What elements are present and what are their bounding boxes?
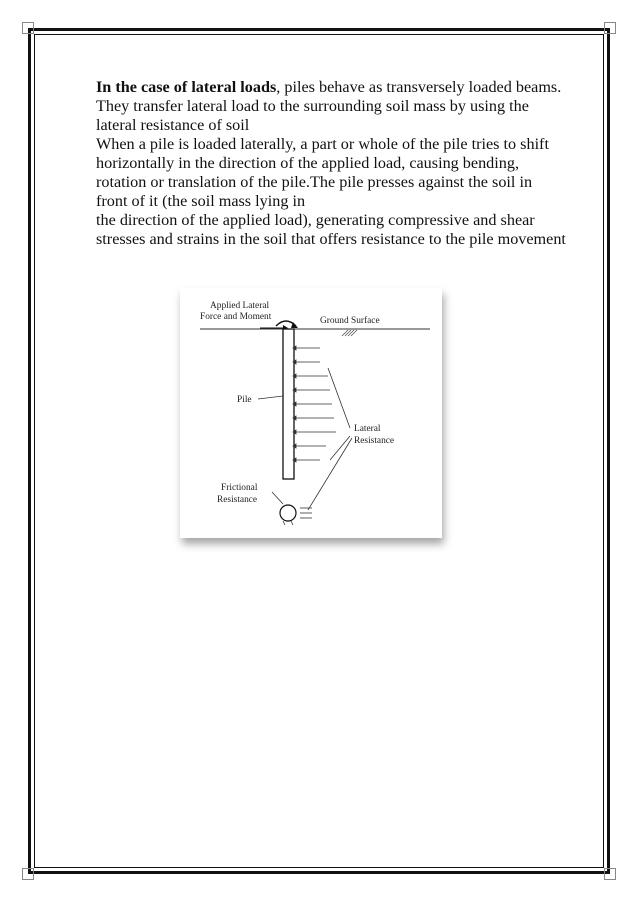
pile-base-section-icon	[280, 505, 296, 521]
pile-diagram	[180, 288, 442, 538]
lead-phrase: In the case of lateral loads	[96, 78, 277, 96]
border-corner-top-right	[604, 22, 616, 34]
paragraph-stresses: the direction of the applied load), generating compressive and shear stresses and strains in the soil that offers resistance to the pile movement	[96, 211, 566, 248]
lateral-label-line1: Lateral	[354, 424, 381, 434]
pile-leader-line	[258, 396, 283, 399]
ground-hatch	[342, 330, 357, 336]
lateral-resistance-arrows	[293, 346, 336, 462]
applied-label-line1: Applied Lateral	[210, 301, 270, 311]
body-text	[96, 78, 566, 249]
pile-label: Pile	[237, 395, 252, 405]
border-corner-bottom-right	[604, 868, 616, 880]
applied-label-line2: Force and Moment	[200, 312, 272, 322]
border-corner-bottom-left	[22, 868, 34, 880]
frictional-label-line2: Resistance	[217, 495, 258, 505]
paragraph-lateral-loads	[96, 78, 566, 135]
ground-surface-label: Ground Surface	[320, 316, 380, 326]
frictional-leader-line	[272, 492, 283, 504]
lateral-label-line2: Resistance	[354, 436, 395, 446]
paragraph-1-text: , piles behave as transversely loaded beams. They transfer lateral load to the surrounding soil mass by using the lateral resistance of soil	[96, 78, 562, 134]
lateral-load-figure	[180, 288, 442, 538]
frictional-label-line1: Frictional	[221, 483, 258, 493]
paragraph-pile-loaded: When a pile is loaded laterally, a part or whole of the pile tries to shift horizontally in the direction of the applied load, causing bending, rotation or translation of the pile.The pile presses against the soil in front of it (the soil mass lying in	[96, 135, 549, 210]
border-corner-top-left	[22, 22, 34, 34]
lateral-leader-lines	[308, 368, 352, 510]
